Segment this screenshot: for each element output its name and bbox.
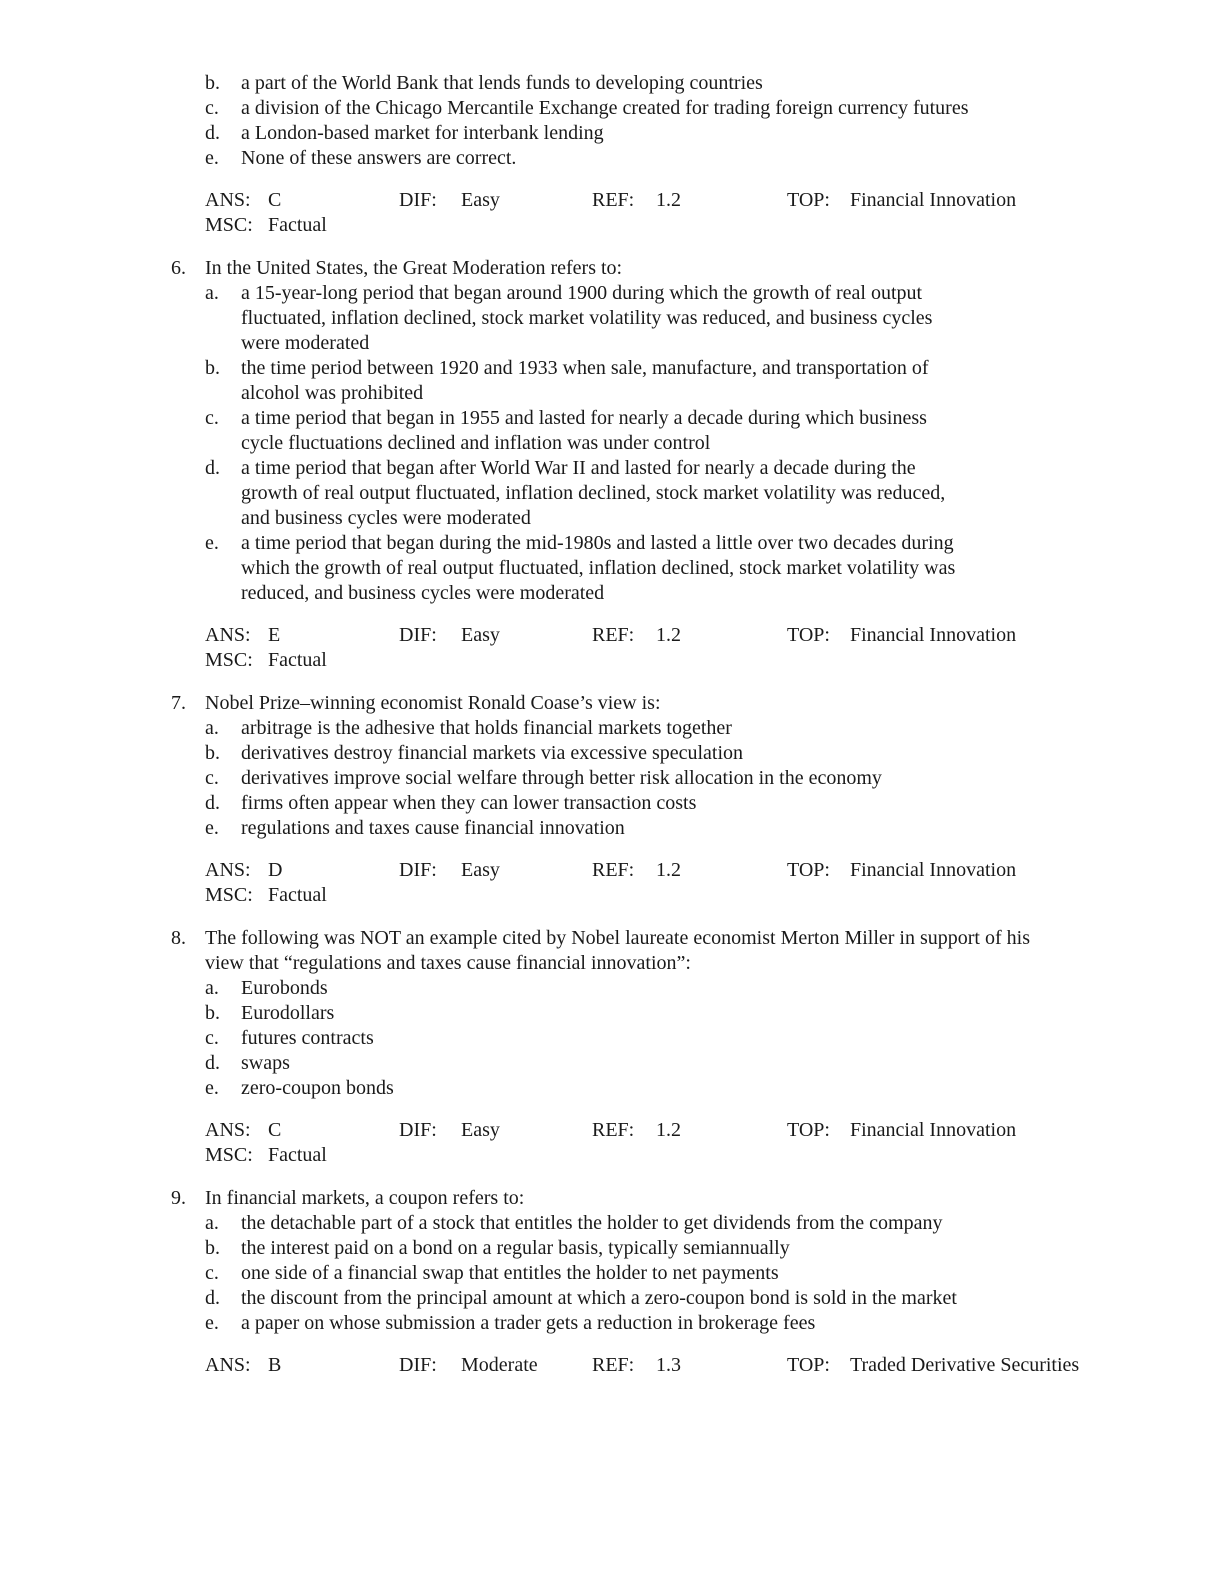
question-number: 7.	[171, 692, 186, 714]
option-text: reduced, and business cycles were moderated	[241, 582, 605, 604]
option-text: arbitrage is the adhesive that holds financial markets together	[241, 717, 732, 739]
option-row	[0, 716, 1224, 741]
question-5-continuation	[0, 71, 1224, 238]
top-value: Financial Innovation	[850, 624, 1017, 646]
ans-value: B	[268, 1354, 282, 1376]
option-row	[0, 1076, 1224, 1101]
ref-value: 1.3	[656, 1354, 681, 1376]
ans-label: ANS:	[205, 624, 251, 646]
option-letter: a.	[205, 977, 219, 999]
top-label: TOP:	[787, 624, 830, 646]
ref-label: REF:	[592, 624, 635, 646]
option-text: one side of a financial swap that entitles the holder to net payments	[241, 1262, 779, 1284]
option-row	[0, 96, 1224, 121]
top-value: Financial Innovation	[850, 1119, 1017, 1141]
option-text: swaps	[241, 1052, 290, 1074]
option-letter: d.	[205, 1287, 220, 1309]
option-text: a time period that began after World War II and lasted for nearly a decade during the	[241, 457, 916, 479]
option-text: a part of the World Bank that lends funds to developing countries	[241, 72, 763, 94]
ref-label: REF:	[592, 189, 635, 211]
option-row	[0, 816, 1224, 841]
question-stem-cont	[0, 951, 1224, 976]
document-page	[0, 71, 1224, 1378]
option-letter: a.	[205, 282, 219, 304]
question-number: 9.	[171, 1187, 186, 1209]
ref-label: REF:	[592, 859, 635, 881]
question-stem	[0, 1186, 1224, 1211]
answer-meta-row	[0, 188, 1224, 213]
option-letter: c.	[205, 1027, 219, 1049]
option-text: which the growth of real output fluctuated, inflation declined, stock market volatility was	[241, 557, 956, 579]
option-row	[0, 791, 1224, 816]
msc-row	[0, 1143, 1224, 1168]
option-row	[0, 1261, 1224, 1286]
question-stem	[0, 691, 1224, 716]
option-letter: c.	[205, 767, 219, 789]
option-text: cycle fluctuations declined and inflation was under control	[241, 432, 711, 454]
msc-label: MSC:	[205, 649, 253, 671]
option-letter: e.	[205, 1077, 219, 1099]
option-letter: b.	[205, 72, 220, 94]
answer-meta-row	[0, 858, 1224, 883]
option-text: alcohol was prohibited	[241, 382, 424, 404]
option-row	[0, 1026, 1224, 1051]
msc-row	[0, 648, 1224, 673]
option-letter: d.	[205, 122, 220, 144]
dif-value: Easy	[461, 189, 500, 211]
option-row	[0, 1311, 1224, 1336]
option-letter: c.	[205, 407, 219, 429]
option-letter: b.	[205, 1002, 220, 1024]
msc-row	[0, 883, 1224, 908]
option-text: regulations and taxes cause financial innovation	[241, 817, 625, 839]
ans-label: ANS:	[205, 1119, 251, 1141]
option-row	[0, 1001, 1224, 1026]
option-row	[0, 976, 1224, 1001]
option-row	[0, 741, 1224, 766]
top-label: TOP:	[787, 859, 830, 881]
dif-label: DIF:	[399, 624, 437, 646]
top-label: TOP:	[787, 1119, 830, 1141]
option-text: firms often appear when they can lower transaction costs	[241, 792, 697, 814]
option-row-cont	[0, 331, 1224, 356]
option-text: None of these answers are correct.	[241, 147, 517, 169]
option-letter: e.	[205, 1312, 219, 1334]
option-text: were moderated	[241, 332, 370, 354]
option-text: a division of the Chicago Mercantile Exchange created for trading foreign currency futures	[241, 97, 969, 119]
question-7	[0, 691, 1224, 908]
option-letter: c.	[205, 97, 219, 119]
option-letter: c.	[205, 1262, 219, 1284]
dif-value: Easy	[461, 859, 500, 881]
question-number: 6.	[171, 257, 186, 279]
msc-value: Factual	[268, 884, 327, 906]
msc-value: Factual	[268, 214, 327, 236]
option-letter: b.	[205, 357, 220, 379]
question-6	[0, 256, 1224, 673]
option-letter: e.	[205, 532, 219, 554]
option-row	[0, 766, 1224, 791]
question-text: In the United States, the Great Moderation refers to:	[205, 257, 623, 279]
option-row	[0, 1211, 1224, 1236]
ref-value: 1.2	[656, 189, 681, 211]
option-row	[0, 121, 1224, 146]
question-number: 8.	[171, 927, 186, 949]
option-row-cont	[0, 581, 1224, 606]
ans-value: D	[268, 859, 283, 881]
ref-label: REF:	[592, 1119, 635, 1141]
option-letter: d.	[205, 1052, 220, 1074]
dif-label: DIF:	[399, 189, 437, 211]
option-text: and business cycles were moderated	[241, 507, 531, 529]
option-letter: d.	[205, 792, 220, 814]
option-text: the time period between 1920 and 1933 when sale, manufacture, and transportation of	[241, 357, 929, 379]
msc-value: Factual	[268, 1144, 327, 1166]
option-text: the interest paid on a bond on a regular basis, typically semiannually	[241, 1237, 790, 1259]
dif-label: DIF:	[399, 1354, 437, 1376]
ref-value: 1.2	[656, 624, 681, 646]
ref-value: 1.2	[656, 859, 681, 881]
top-label: TOP:	[787, 1354, 830, 1376]
option-text: growth of real output fluctuated, inflation declined, stock market volatility was reduced,	[241, 482, 946, 504]
option-letter: a.	[205, 1212, 219, 1234]
option-row-cont	[0, 481, 1224, 506]
answer-meta-row	[0, 623, 1224, 648]
option-row	[0, 406, 1224, 431]
question-stem	[0, 926, 1224, 951]
ans-label: ANS:	[205, 1354, 251, 1376]
top-value: Traded Derivative Securities	[850, 1354, 1080, 1376]
top-value: Financial Innovation	[850, 859, 1017, 881]
msc-label: MSC:	[205, 1144, 253, 1166]
ans-value: C	[268, 1119, 282, 1141]
option-text: Eurobonds	[241, 977, 328, 999]
option-text: a time period that began during the mid-1980s and lasted a little over two decades during	[241, 532, 954, 554]
option-text: futures contracts	[241, 1027, 374, 1049]
option-row-cont	[0, 381, 1224, 406]
option-text: the discount from the principal amount at which a zero-coupon bond is sold in the market	[241, 1287, 957, 1309]
ans-label: ANS:	[205, 189, 251, 211]
dif-value: Easy	[461, 624, 500, 646]
option-letter: e.	[205, 147, 219, 169]
msc-label: MSC:	[205, 214, 253, 236]
dif-label: DIF:	[399, 859, 437, 881]
option-text: a 15-year-long period that began around 1900 during which the growth of real output	[241, 282, 923, 304]
option-text: derivatives destroy financial markets via excessive speculation	[241, 742, 744, 764]
option-row	[0, 1236, 1224, 1261]
option-text: fluctuated, inflation declined, stock market volatility was reduced, and business cycles	[241, 307, 933, 329]
option-row	[0, 531, 1224, 556]
option-row-cont	[0, 506, 1224, 531]
option-text: a London-based market for interbank lending	[241, 122, 604, 144]
option-letter: b.	[205, 1237, 220, 1259]
msc-value: Factual	[268, 649, 327, 671]
question-8	[0, 926, 1224, 1168]
ans-value: C	[268, 189, 282, 211]
option-text: Eurodollars	[241, 1002, 335, 1024]
option-row	[0, 1051, 1224, 1076]
dif-value: Moderate	[461, 1354, 538, 1376]
option-row-cont	[0, 556, 1224, 581]
top-label: TOP:	[787, 189, 830, 211]
option-letter: e.	[205, 817, 219, 839]
option-text: a paper on whose submission a trader gets a reduction in brokerage fees	[241, 1312, 816, 1334]
option-text: the detachable part of a stock that entitles the holder to get dividends from the company	[241, 1212, 943, 1234]
option-letter: d.	[205, 457, 220, 479]
option-row	[0, 146, 1224, 171]
option-text: zero-coupon bonds	[241, 1077, 394, 1099]
option-text: a time period that began in 1955 and lasted for nearly a decade during which business	[241, 407, 927, 429]
question-text: Nobel Prize–winning economist Ronald Coase’s view is:	[205, 692, 661, 714]
option-text: derivatives improve social welfare through better risk allocation in the economy	[241, 767, 882, 789]
question-text: view that “regulations and taxes cause financial innovation”:	[205, 952, 691, 974]
answer-meta-row	[0, 1353, 1224, 1378]
option-row-cont	[0, 431, 1224, 456]
ans-value: E	[268, 624, 281, 646]
ref-value: 1.2	[656, 1119, 681, 1141]
option-letter: b.	[205, 742, 220, 764]
ans-label: ANS:	[205, 859, 251, 881]
question-text: The following was NOT an example cited by Nobel laureate economist Merton Miller in support of his	[205, 927, 1030, 949]
dif-value: Easy	[461, 1119, 500, 1141]
option-row	[0, 281, 1224, 306]
question-9	[0, 1186, 1224, 1378]
option-letter: a.	[205, 717, 219, 739]
top-value: Financial Innovation	[850, 189, 1017, 211]
option-row-cont	[0, 306, 1224, 331]
question-stem	[0, 256, 1224, 281]
msc-label: MSC:	[205, 884, 253, 906]
question-text: In financial markets, a coupon refers to:	[205, 1187, 525, 1209]
msc-row	[0, 213, 1224, 238]
dif-label: DIF:	[399, 1119, 437, 1141]
option-row	[0, 356, 1224, 381]
option-row	[0, 1286, 1224, 1311]
option-row	[0, 71, 1224, 96]
ref-label: REF:	[592, 1354, 635, 1376]
answer-meta-row	[0, 1118, 1224, 1143]
option-row	[0, 456, 1224, 481]
